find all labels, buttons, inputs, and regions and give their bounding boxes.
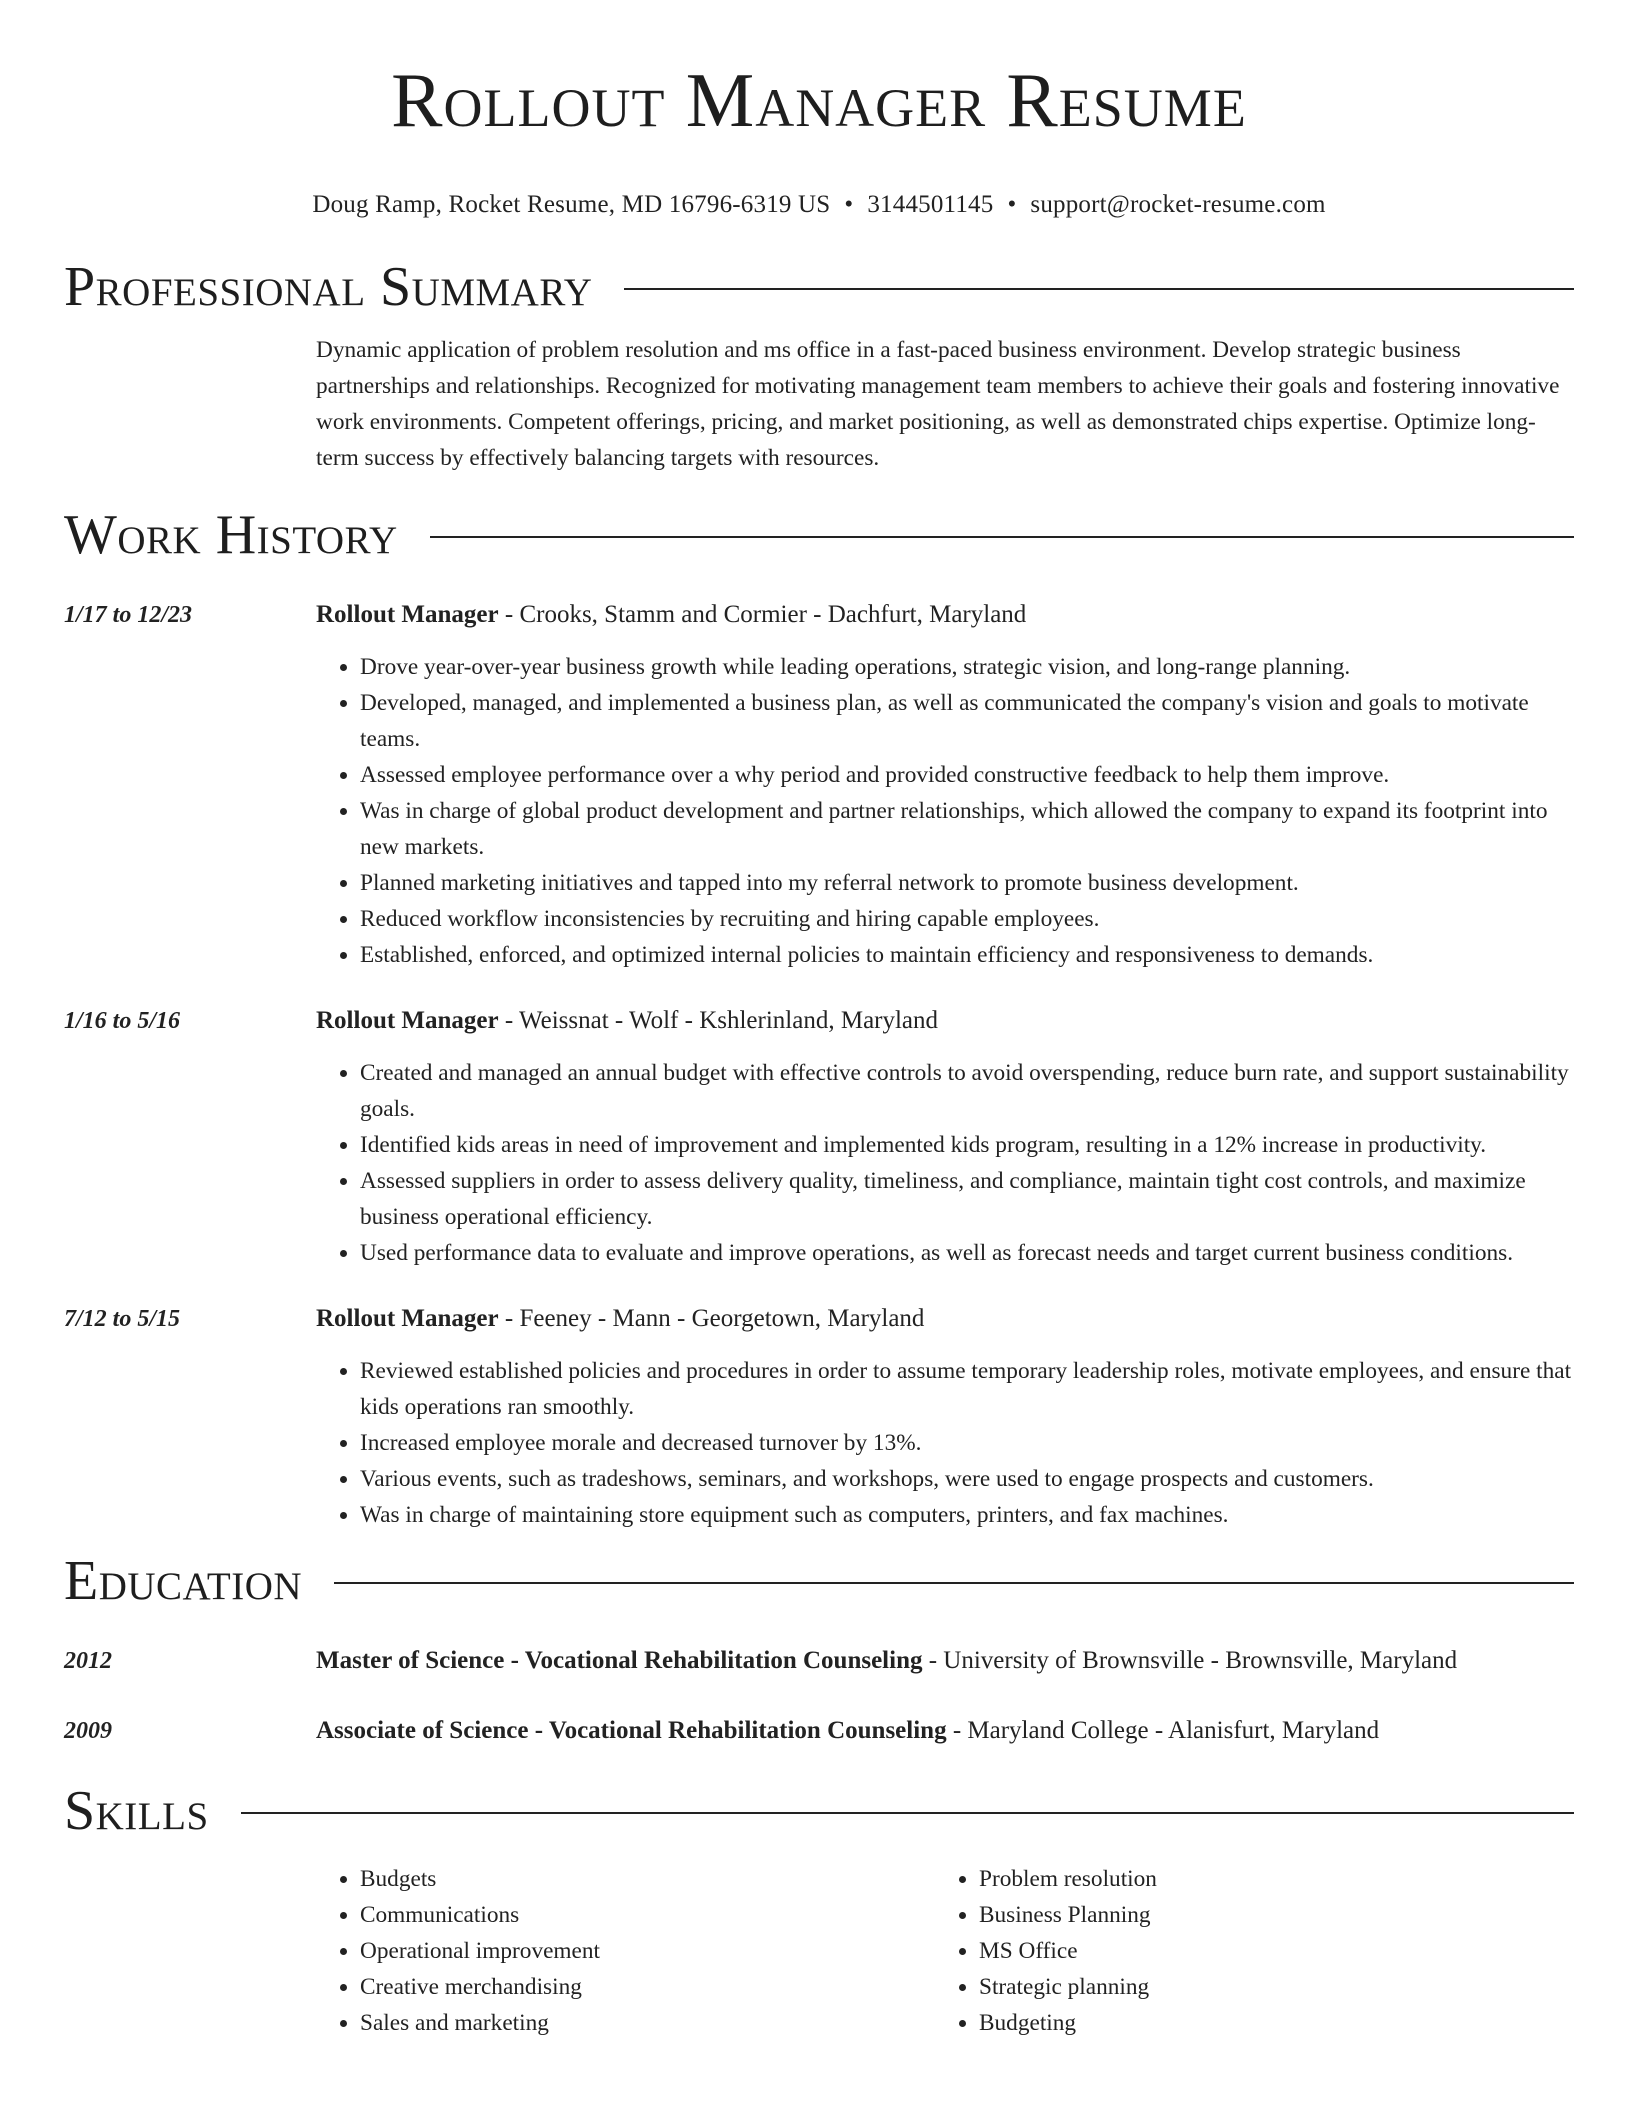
job-bullet: • Assessed employee performance over a why period and provided constructive feedback to help them improve. [360, 757, 1574, 793]
job-bullet: • Various events, such as tradeshows, seminars, and workshops, were used to engage prospects and customers. [360, 1461, 1574, 1497]
job-bullet: • Planned marketing initiatives and tapped into my referral network to promote business development. [360, 865, 1574, 901]
work-history-list [64, 597, 1574, 1533]
job-bullet: • Used performance data to evaluate and improve operations, as well as forecast needs and target current business conditions. [360, 1235, 1574, 1271]
skills-list-left [316, 1861, 935, 2041]
section-title-education: Education [64, 1549, 303, 1612]
job-title: Rollout Manager [316, 600, 499, 628]
skill-item: • Business Planning [979, 1897, 1157, 1933]
contact-address: Doug Ramp, Rocket Resume, MD 16796-6319 US [312, 190, 831, 218]
job-bullets [316, 1353, 1574, 1533]
section-header-education [64, 1549, 1574, 1612]
resume-title: Rollout Manager Resume [391, 57, 1247, 143]
job-body [316, 597, 1574, 973]
job-date: 1/16 to 5/16 [64, 1007, 181, 1034]
education-date: 2012 [64, 1647, 112, 1674]
contact-email: support@rocket-resume.com [1030, 190, 1326, 218]
section-title-skills: Skills [64, 1779, 209, 1842]
job-title: Rollout Manager [316, 1304, 499, 1332]
section-title-work: Work History [64, 503, 398, 566]
skill-item: • MS Office [979, 1933, 1157, 1969]
education-details: - Maryland College - Alanisfurt, Maryland [946, 1716, 1380, 1744]
job-details: - Weissnat - Wolf - Kshlerinland, Maryland [498, 1006, 939, 1034]
job-bullet: • Was in charge of global product development and partner relationships, which allowed the company to expand its footprint into new markets. [360, 793, 1574, 865]
skill-item: • Creative merchandising [360, 1969, 935, 2005]
job-entry [64, 1301, 1574, 1533]
job-bullet: • Drove year-over-year business growth while leading operations, strategic vision, and long-range planning. [360, 649, 1574, 685]
section-divider [334, 1582, 1574, 1584]
job-details: - Feeney - Mann - Georgetown, Maryland [498, 1304, 925, 1332]
skill-item: • Communications [360, 1897, 935, 1933]
contact-line [64, 191, 1574, 219]
education-entry [64, 1643, 1574, 1679]
education-list [64, 1643, 1574, 1749]
skill-item: • Budgeting [979, 2005, 1157, 2041]
job-bullet: • Increased employee morale and decreased turnover by 13%. [360, 1425, 1574, 1461]
education-details: - University of Brownsville - Brownsville, Maryland [922, 1646, 1458, 1674]
job-bullet: • Created and managed an annual budget with effective controls to avoid overspending, reduce burn rate, and support sustainability goals. [360, 1055, 1574, 1127]
job-bullet: • Developed, managed, and implemented a business plan, as well as communicated the company's vision and goals to motivate teams. [360, 685, 1574, 757]
skills-columns [316, 1861, 1574, 2041]
education-degree: Master of Science - Vocational Rehabilitation Counseling [316, 1646, 923, 1674]
job-date: 7/12 to 5/15 [64, 1305, 181, 1332]
contact-phone: 3144501145 [867, 190, 994, 218]
summary-text: Dynamic application of problem resolution and ms office in a fast-paced business environment. Develop strategic business partnerships and relationships. Recognized for motivating management team members to achieve their goals and fostering innovative work environments. Competent offerings, pricing, and market positioning, as well as demonstrated chips expertise. Optimize long-term success by effectively balancing targets with resources. [316, 336, 1560, 471]
job-heading [316, 1003, 1574, 1039]
skill-item: • Sales and marketing [360, 2005, 935, 2041]
job-title: Rollout Manager [316, 1006, 499, 1034]
section-title-summary: Professional Summary [64, 255, 593, 318]
job-bullets [316, 1055, 1574, 1271]
skill-item: • Budgets [360, 1861, 935, 1897]
job-entry [64, 1003, 1574, 1271]
job-bullet: • Was in charge of maintaining store equipment such as computers, printers, and fax machines. [360, 1497, 1574, 1533]
separator-dot: • [844, 190, 854, 218]
job-bullet: • Reduced workflow inconsistencies by recruiting and hiring capable employees. [360, 901, 1574, 937]
job-heading [316, 597, 1574, 633]
section-header-summary [64, 255, 1574, 318]
education-body [316, 1643, 1457, 1679]
section-header-work [64, 503, 1574, 566]
section-header-skills [64, 1779, 1574, 1842]
section-divider [241, 1812, 1574, 1814]
job-body [316, 1003, 1574, 1271]
education-entry [64, 1713, 1574, 1749]
separator-dot: • [1007, 190, 1017, 218]
job-bullet: • Identified kids areas in need of improvement and implemented kids program, resulting in a 12% increase in productivity. [360, 1127, 1574, 1163]
skill-item: • Operational improvement [360, 1933, 935, 1969]
skill-item: • Strategic planning [979, 1969, 1157, 2005]
skills-list-right [935, 1861, 1157, 2041]
job-body [316, 1301, 1574, 1533]
job-entry [64, 597, 1574, 973]
education-date: 2009 [64, 1717, 112, 1744]
job-heading [316, 1301, 1574, 1337]
skill-item: • Problem resolution [979, 1861, 1157, 1897]
section-divider [430, 536, 1574, 538]
job-date: 1/17 to 12/23 [64, 601, 193, 628]
job-bullet: • Established, enforced, and optimized internal policies to maintain efficiency and responsiveness to demands. [360, 937, 1574, 973]
section-divider [624, 288, 1574, 290]
education-body [316, 1713, 1379, 1749]
education-degree: Associate of Science - Vocational Rehabilitation Counseling [316, 1716, 947, 1744]
job-bullet: • Assessed suppliers in order to assess delivery quality, timeliness, and compliance, maintain tight cost controls, and maximize business operational efficiency. [360, 1163, 1574, 1235]
job-bullet: • Reviewed established policies and procedures in order to assume temporary leadership roles, motivate employees, and ensure that kids operations ran smoothly. [360, 1353, 1574, 1425]
resume-page [64, 0, 1574, 2041]
job-bullets [316, 649, 1574, 973]
job-details: - Crooks, Stamm and Cormier - Dachfurt, Maryland [498, 600, 1027, 628]
